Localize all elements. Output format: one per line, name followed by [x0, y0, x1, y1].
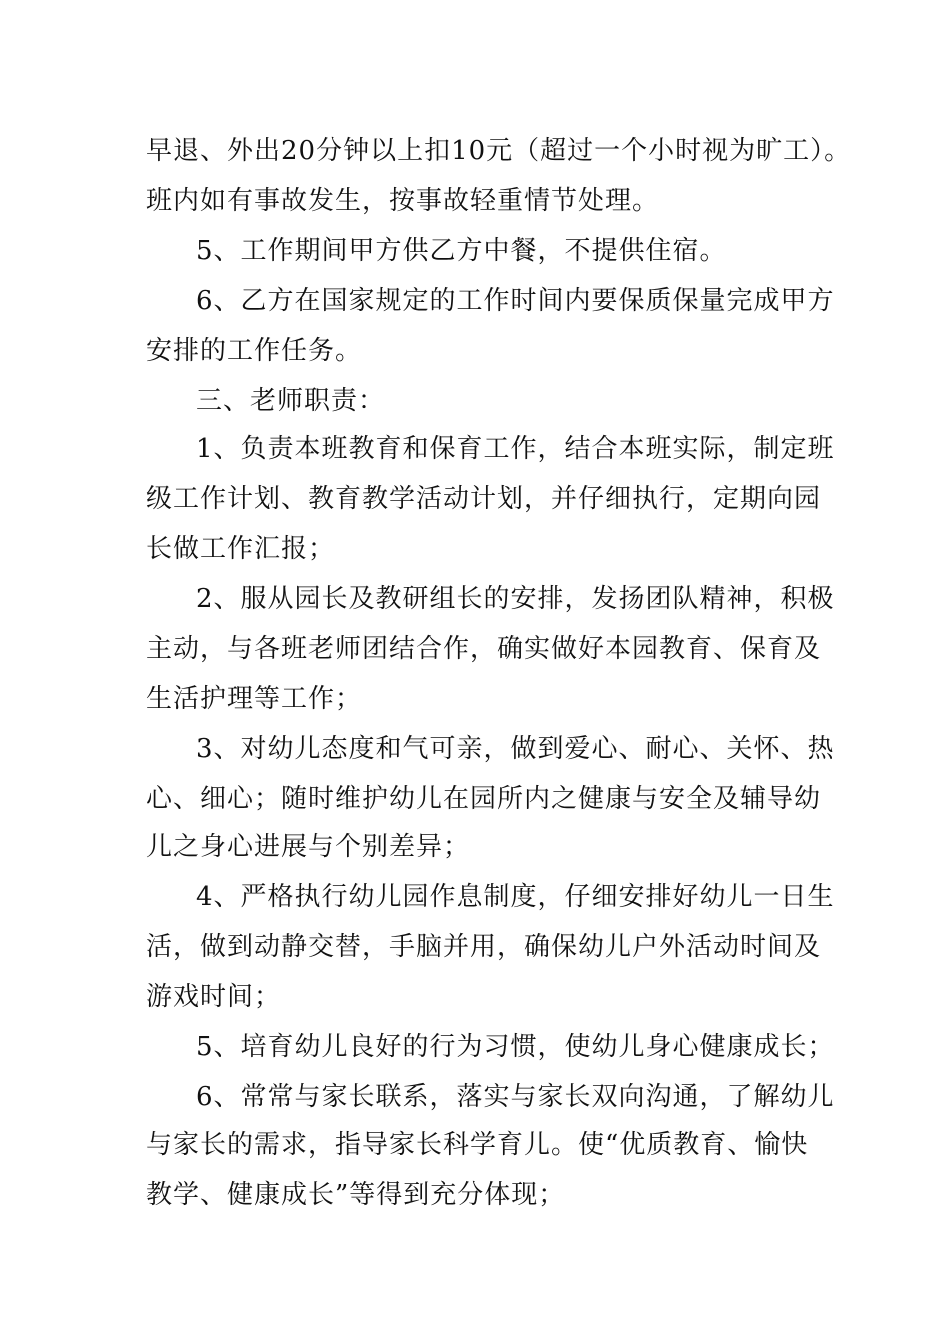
text-line: 早退、外出20分钟以上扣10元（超过一个小时视为旷工）。	[146, 136, 852, 166]
paragraph-line: 5、培育幼儿良好的行为习惯，使幼儿身心健康成长；	[196, 1032, 835, 1062]
text-line: 心、细心；随时维护幼儿在园所内之健康与安全及辅导幼	[146, 784, 822, 814]
paragraph-line: 3、对幼儿态度和气可亲，做到爱心、耐心、关怀、热	[196, 734, 835, 764]
text-line: 班内如有事故发生，按事故轻重情节处理。	[146, 186, 660, 216]
text-line: 儿之身心进展与个别差异；	[146, 832, 471, 862]
paragraph-line: 1、负责本班教育和保育工作，结合本班实际，制定班	[196, 434, 835, 464]
text-line: 游戏时间；	[146, 982, 282, 1012]
paragraph-line: 4、严格执行幼儿园作息制度，仔细安排好幼儿一日生	[196, 882, 835, 912]
paragraph-line: 5、工作期间甲方供乙方中餐，不提供住宿。	[196, 236, 727, 266]
text-line: 长做工作汇报；	[146, 534, 336, 564]
text-line: 与家长的需求，指导家长科学育儿。使“优质教育、愉快	[146, 1130, 809, 1160]
paragraph-line: 6、乙方在国家规定的工作时间内要保质保量完成甲方	[196, 286, 835, 316]
text-line: 安排的工作任务。	[146, 336, 363, 366]
text-line: 生活护理等工作；	[146, 684, 363, 714]
text-line: 级工作计划、教育教学活动计划，并仔细执行，定期向园	[146, 484, 822, 514]
section-heading: 三、老师职责：	[196, 386, 386, 416]
text-line: 活，做到动静交替，手脑并用，确保幼儿户外活动时间及	[146, 932, 822, 962]
paragraph-line: 6、常常与家长联系，落实与家长双向沟通，了解幼儿	[196, 1082, 835, 1112]
text-line: 主动，与各班老师团结合作，确实做好本园教育、保育及	[146, 634, 822, 664]
text-line: 教学、健康成长”等得到充分体现；	[146, 1180, 566, 1210]
paragraph-line: 2、服从园长及教研组长的安排，发扬团队精神，积极	[196, 584, 835, 614]
